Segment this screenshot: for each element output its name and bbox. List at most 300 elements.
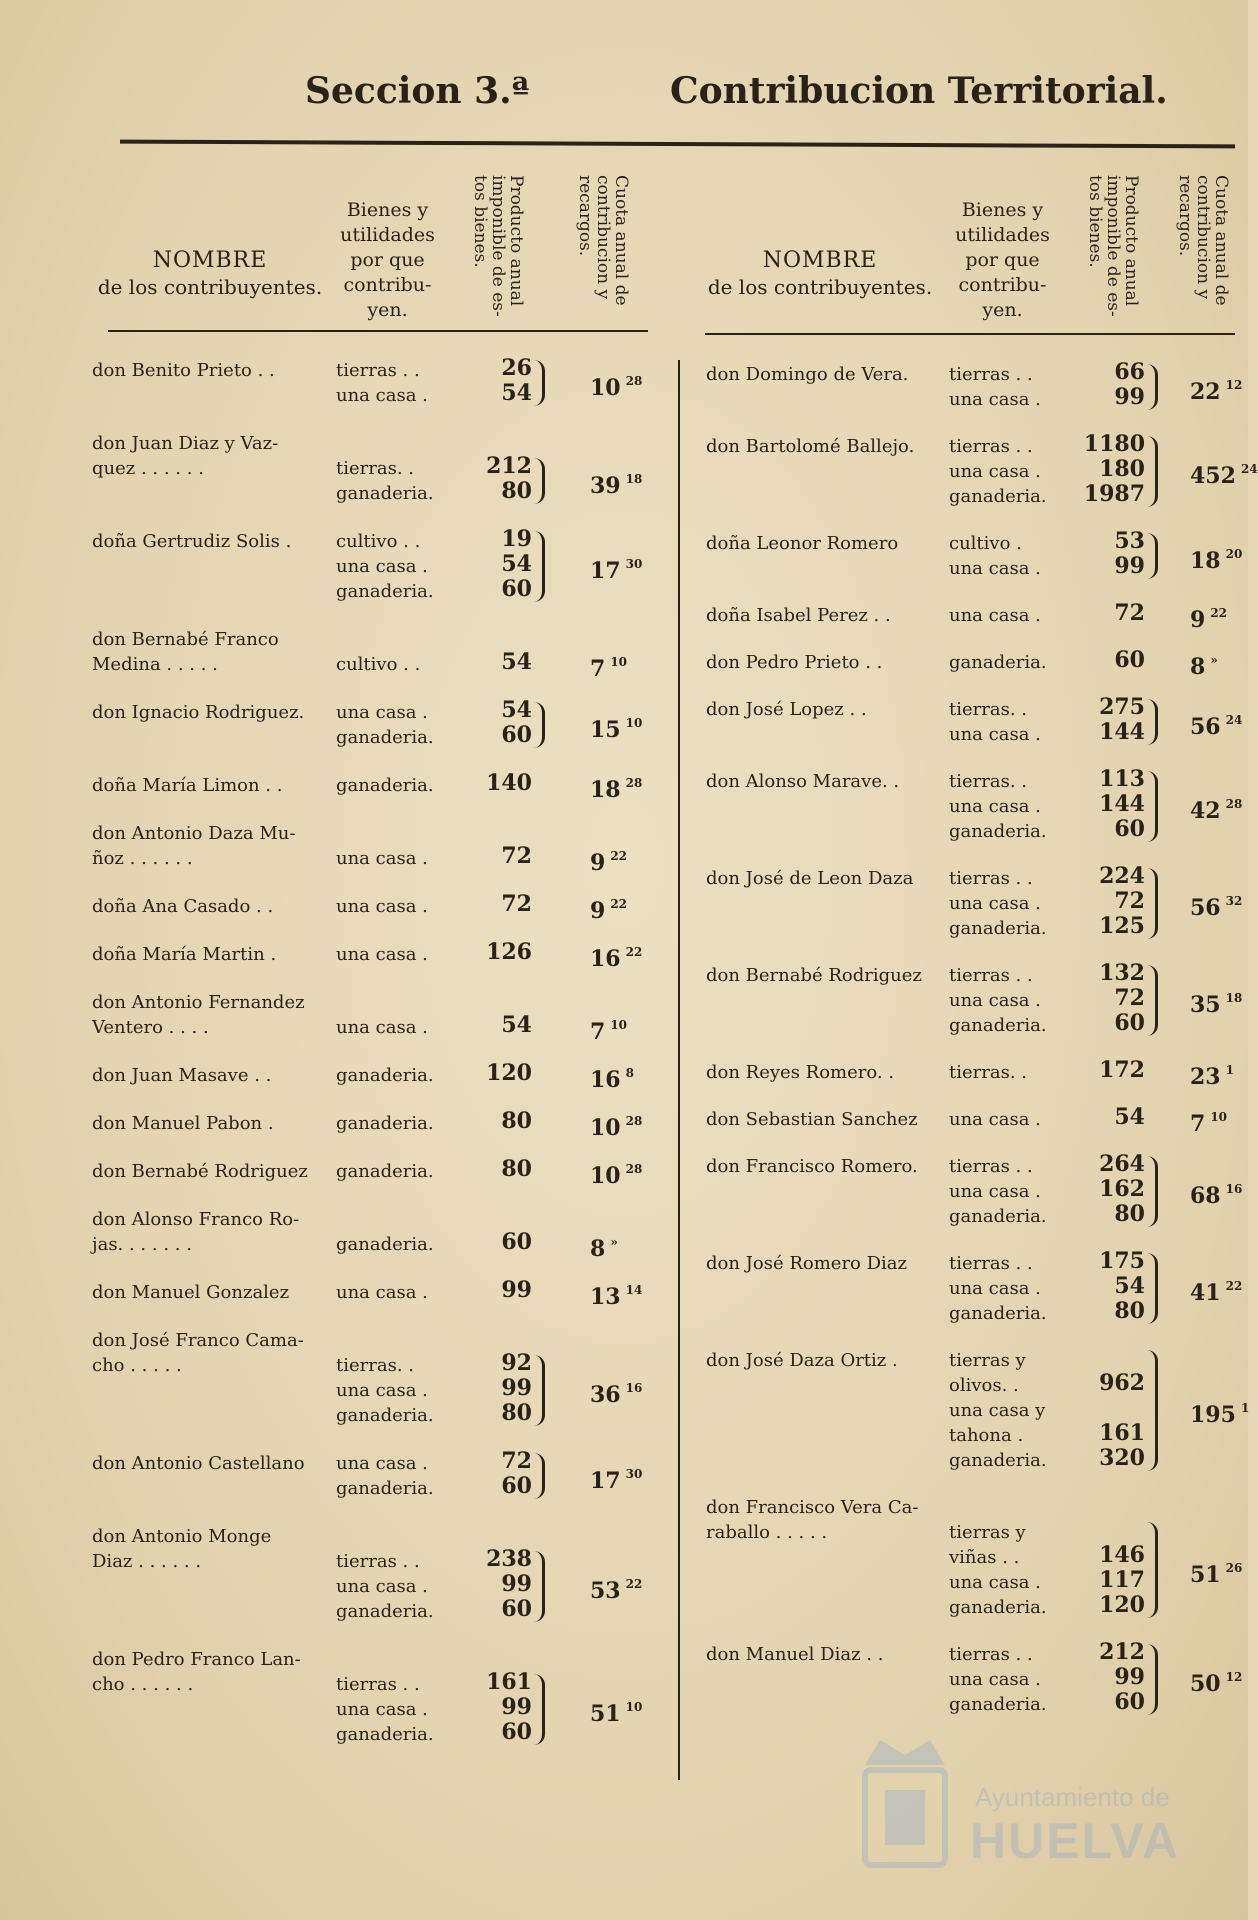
bienes-header-line: yen. [982, 299, 1023, 321]
grouping-brace [1147, 699, 1158, 745]
quota-value [1190, 1105, 1227, 1137]
quota-fraction: 16 [1225, 1182, 1243, 1196]
contributor-name: don José Lopez . . [706, 699, 867, 720]
contributor-name: don José Daza Ortiz . [706, 1350, 898, 1371]
quota-fraction: 30 [625, 557, 643, 571]
nombre-header-word: NOMBRE [152, 248, 268, 273]
annual-product-value: 54 [501, 649, 532, 675]
property-item: una casa . [949, 1669, 1041, 1690]
quota-main: 7 [590, 656, 606, 682]
contributor-name: don Alonso Franco Ro- [92, 1209, 300, 1230]
annual-product-value: 161 [486, 1669, 532, 1695]
property-item: tierras . . [949, 1644, 1033, 1665]
crown-shield-icon [850, 1720, 960, 1870]
quota-main: 56 [1190, 713, 1221, 740]
property-item: ganaderia. [336, 1234, 434, 1255]
quota-fraction: 1 [1225, 1063, 1234, 1077]
bienes-header-left [335, 198, 440, 368]
property-item: ganaderia. [336, 727, 434, 748]
annual-product-value: 92 [501, 1350, 532, 1376]
annual-product-value: 72 [1114, 600, 1145, 626]
quota-fraction: 12 [1225, 1670, 1243, 1684]
property-item: olivos. . [949, 1375, 1019, 1396]
producto-header-right: Producto anual imponible de es- tos bienes. [1085, 175, 1141, 317]
property-item: ganaderia. [336, 1724, 434, 1745]
annual-product-value: 54 [501, 380, 532, 406]
annual-product-value: 80 [1114, 1298, 1145, 1324]
seal-line-1: Ayuntamiento de [975, 1782, 1170, 1812]
annual-product-value: 140 [486, 770, 532, 796]
annual-product-value: 126 [486, 939, 532, 965]
property-item: una casa . [949, 389, 1041, 410]
property-item: ganaderia. [336, 1161, 434, 1182]
property-item: tierras. . [336, 458, 414, 479]
quota-main: 41 [1190, 1280, 1221, 1306]
quota-main: 10 [590, 1163, 621, 1189]
grouping-brace [1147, 364, 1158, 410]
quota-fraction: 10 [610, 1018, 628, 1032]
annual-product-value: 962 [1099, 1370, 1145, 1396]
annual-product-value: 60 [501, 1719, 532, 1745]
property-item: una casa . [336, 1453, 428, 1474]
property-item: ganaderia. [949, 1206, 1047, 1227]
quota-main: 17 [590, 558, 621, 584]
contributor-name: don Antonio Monge [92, 1526, 272, 1547]
quota-main: 7 [590, 1019, 606, 1045]
property-item: una casa . [949, 1278, 1041, 1299]
annual-product-value: 224 [1099, 863, 1145, 889]
property-item: una casa . [336, 1699, 428, 1720]
annual-product-value: 146 [1099, 1542, 1145, 1568]
quota-fraction: 22 [610, 849, 628, 863]
annual-product-value: 53 [1114, 528, 1145, 554]
property-item: una casa . [336, 1380, 428, 1401]
contributor-name: don Sebastian Sanchez [706, 1109, 918, 1130]
annual-product-value: 80 [501, 1400, 532, 1426]
annual-product-value: 80 [501, 1156, 532, 1182]
property-item: ganaderia. [949, 1303, 1047, 1324]
contributor-name: don Manuel Gonzalez [92, 1282, 290, 1303]
bienes-header-right [950, 198, 1055, 368]
quota-fraction: 10 [610, 655, 628, 669]
quota-main: 10 [590, 1115, 621, 1141]
annual-product-value: 54 [1114, 1273, 1145, 1299]
property-item: una casa . [336, 1282, 428, 1303]
annual-product-value: 54 [501, 1012, 532, 1038]
property-item: tierras . . [336, 1551, 420, 1572]
contributor-name: don Juan Diaz y Vaz- [92, 433, 279, 454]
annual-product-value: 72 [1114, 985, 1145, 1011]
annual-product-value: 212 [486, 453, 532, 479]
contributor-entry [0, 1151, 1248, 1229]
quota-fraction: 28 [625, 373, 643, 388]
quota-fraction: 22 [1210, 606, 1228, 620]
contributor-name: doña Isabel Perez . . [706, 605, 891, 626]
property-item: ganaderia. [336, 1601, 434, 1622]
quota-fraction: 20 [1225, 546, 1243, 561]
property-item: tierras . . [949, 868, 1033, 889]
contributor-entry [0, 1348, 1248, 1473]
grouping-brace [1147, 965, 1158, 1036]
quota-fraction: 10 [625, 1700, 643, 1714]
annual-product-value: 60 [501, 576, 532, 602]
contributor-name: don Pedro Franco Lan- [92, 1649, 301, 1670]
contributor-entry [0, 431, 1258, 509]
contributor-name: jas. . . . . . . [92, 1234, 192, 1255]
property-item: una casa . [336, 385, 428, 406]
property-item: una casa . [949, 461, 1041, 482]
property-item: una casa . [949, 990, 1041, 1011]
property-item: ganaderia. [949, 821, 1047, 842]
annual-product-value: 238 [486, 1546, 532, 1572]
annual-product-value: 120 [1099, 1592, 1145, 1618]
annual-product-value: 264 [1099, 1151, 1145, 1177]
quota-fraction: 24 [1225, 712, 1243, 727]
quota-main: 56 [1190, 895, 1221, 921]
quota-main: 195 [1190, 1402, 1236, 1428]
annual-product-value: 54 [501, 551, 532, 577]
contributor-name: doña Ana Casado . . [92, 896, 274, 917]
property-item: tierras . . [949, 965, 1033, 986]
quota-fraction: 12 [1225, 377, 1243, 392]
quota-fraction: 30 [625, 1466, 643, 1481]
grouping-brace [1147, 1253, 1158, 1324]
quota-main: 18 [1190, 547, 1221, 574]
contributor-name: doña María Limon . . [92, 775, 283, 796]
quota-fraction: 18 [625, 471, 643, 486]
grouping-brace [1147, 1644, 1158, 1715]
annual-product-value: 99 [501, 1571, 532, 1597]
annual-product-value: 1180 [1083, 431, 1145, 457]
quota-fraction: 28 [1225, 797, 1243, 811]
quota-main: 35 [1190, 992, 1221, 1018]
annual-product-value: 113 [1099, 766, 1145, 792]
quota-value [1190, 648, 1218, 680]
bienes-header-line: contribu- [343, 274, 432, 296]
contributor-entry [0, 647, 1248, 680]
contributor-name: don Manuel Pabon . [92, 1113, 274, 1134]
contributor-entry [0, 1495, 1248, 1620]
contributor-name: don Ignacio Rodriguez. [92, 702, 305, 723]
quota-value [1190, 1177, 1242, 1209]
annual-product-value: 125 [1099, 913, 1145, 939]
annual-product-value: 161 [1099, 1420, 1145, 1446]
property-item: una casa y [949, 1400, 1046, 1421]
annual-product-value: 99 [1114, 553, 1145, 579]
annual-product-value: 19 [501, 526, 532, 552]
contributor-name: don Bernabé Rodriguez [92, 1161, 308, 1182]
quota-main: 51 [1190, 1561, 1221, 1588]
property-item: una casa . [949, 605, 1041, 626]
annual-product-value: 60 [1114, 1010, 1145, 1036]
property-item: viñas . . [949, 1547, 1020, 1568]
annual-product-value: 144 [1099, 719, 1145, 745]
contributor-entry [0, 1104, 1248, 1137]
quota-main: 9 [590, 850, 606, 876]
contributor-entry [0, 1639, 1248, 1717]
quota-fraction: 28 [625, 776, 643, 790]
quota-value [1190, 986, 1242, 1018]
contributor-entry [0, 863, 1248, 941]
quota-main: 50 [1190, 1671, 1221, 1697]
bienes-header-line: utilidades [955, 224, 1050, 246]
contributor-name: don Antonio Fernandez [92, 992, 305, 1013]
annual-product-value: 175 [1099, 1248, 1145, 1274]
quota-fraction: 22 [625, 1577, 643, 1591]
quota-fraction: » [1210, 653, 1218, 667]
quota-value [1190, 1396, 1249, 1428]
property-item: ganaderia. [949, 652, 1047, 673]
header-rule-left [108, 330, 648, 332]
quota-fraction: 18 [1225, 991, 1243, 1005]
contributor-name: ñoz . . . . . . [92, 848, 193, 869]
archive-watermark [850, 1720, 1180, 1880]
property-item: ganaderia. [336, 1113, 434, 1134]
grouping-brace [1147, 1522, 1158, 1618]
cuota-header-left: Cuota anual de contribucion y recargos. [575, 175, 631, 306]
quota-fraction: 32 [1225, 894, 1243, 908]
contributor-name: don Domingo de Vera. [706, 364, 909, 385]
contributor-name: cho . . . . . [92, 1355, 182, 1376]
property-item: una casa . [949, 558, 1041, 579]
property-item: tierras. . [949, 771, 1027, 792]
property-item: ganaderia. [949, 918, 1047, 939]
quota-fraction: » [610, 1235, 618, 1249]
contributor-name: don José Romero Diaz [706, 1253, 908, 1274]
quota-value [1190, 792, 1242, 824]
property-item: una casa . [336, 896, 428, 917]
property-item: una casa . [336, 848, 428, 869]
annual-product-value: 99 [1114, 384, 1145, 410]
annual-product-value: 60 [501, 1596, 532, 1622]
quota-main: 7 [1190, 1111, 1206, 1137]
contributor-name: don Bernabé Franco [92, 629, 279, 650]
annual-product-value: 66 [1114, 359, 1145, 385]
contributor-entry [0, 694, 1248, 747]
quota-fraction: 8 [625, 1066, 634, 1080]
annual-product-value: 80 [501, 478, 532, 504]
contributor-name: doña Gertrudiz Solis . [92, 531, 292, 552]
quota-value [1190, 1274, 1242, 1306]
quota-main: 8 [590, 1236, 606, 1262]
contributor-name: don Francisco Romero. [706, 1156, 918, 1177]
contributor-name: don Juan Masave . . [92, 1065, 272, 1086]
annual-product-value: 72 [501, 1448, 532, 1474]
grouping-brace [1147, 436, 1158, 507]
quota-main: 16 [590, 1067, 621, 1093]
annual-product-value: 99 [1114, 1664, 1145, 1690]
annual-product-value: 72 [501, 843, 532, 869]
property-item: tierras. . [949, 1062, 1027, 1083]
annual-product-value: 72 [501, 891, 532, 917]
grouping-brace [1147, 868, 1158, 939]
quota-fraction: 26 [1225, 1560, 1243, 1575]
bienes-header-line: por que [350, 249, 425, 271]
contributor-name: don Antonio Castellano [92, 1453, 305, 1474]
contributor-entry [0, 359, 1248, 412]
property-item: tierras . . [949, 436, 1033, 457]
bienes-header-line: Bienes y [961, 199, 1044, 221]
property-item: tierras . . [949, 364, 1033, 385]
contributor-name: Ventero . . . . [92, 1017, 209, 1038]
property-item: tierras . . [336, 360, 420, 381]
grouping-brace [1147, 533, 1158, 579]
quota-main: 36 [590, 1382, 621, 1408]
annual-product-value: 60 [501, 1473, 532, 1499]
quota-main: 17 [590, 1467, 621, 1494]
contributor-name: doña Leonor Romero [706, 533, 899, 554]
annual-product-value: 132 [1099, 960, 1145, 986]
contributor-name: Medina . . . . . [92, 654, 218, 675]
contributor-name: don Alonso Marave. . [706, 771, 900, 792]
contributor-name: don José Franco Cama- [92, 1330, 304, 1351]
property-item: cultivo . . [336, 531, 421, 552]
annual-product-value: 80 [501, 1108, 532, 1134]
quota-main: 68 [1190, 1183, 1221, 1209]
bienes-header-line: Bienes y [346, 199, 429, 221]
property-item: ganaderia. [336, 1065, 434, 1086]
property-item: una casa . [336, 702, 428, 723]
property-item: una casa . [949, 1109, 1041, 1130]
producto-header-left: Producto anual imponible de es- tos bienes. [470, 175, 526, 317]
annual-product-value: 99 [501, 1694, 532, 1720]
bienes-header-line: utilidades [340, 224, 435, 246]
quota-main: 51 [590, 1701, 621, 1727]
property-item: ganaderia. [949, 1015, 1047, 1036]
contributor-entry [0, 1248, 1248, 1326]
annual-product-value: 172 [1099, 1057, 1145, 1083]
annual-product-value: 80 [1114, 1201, 1145, 1227]
annual-product-value: 60 [501, 722, 532, 748]
annual-product-value: 212 [1099, 1639, 1145, 1665]
property-item: ganaderia. [949, 1597, 1047, 1618]
quota-value [1190, 601, 1227, 633]
grouping-brace [1147, 1156, 1158, 1227]
quota-fraction: 22 [625, 945, 643, 959]
contributor-name: don Antonio Daza Mu- [92, 823, 296, 844]
property-item: tierras . . [949, 1253, 1033, 1274]
annual-product-value: 60 [1114, 647, 1145, 673]
nombre-header-sub: de los contribuyentes. [707, 275, 933, 299]
quota-main: 9 [1190, 607, 1206, 633]
annual-product-value: 60 [1114, 1689, 1145, 1715]
annual-product-value: 120 [486, 1060, 532, 1086]
property-item: una casa . [949, 1572, 1041, 1593]
contributor-name: don Benito Prieto . . [92, 360, 275, 381]
property-item: ganaderia. [949, 1694, 1047, 1715]
annual-product-value: 72 [1114, 888, 1145, 914]
annual-product-value: 54 [1114, 1104, 1145, 1130]
bienes-header-line: yen. [367, 299, 408, 321]
quota-main: 452 [1190, 463, 1236, 489]
contributor-name: raballo . . . . . [706, 1522, 828, 1543]
nombre-header-sub: de los contribuyentes. [97, 275, 323, 299]
quota-fraction: 28 [625, 1162, 643, 1176]
annual-product-value: 275 [1099, 694, 1145, 720]
grouping-brace [1147, 1350, 1158, 1471]
quota-value [1190, 542, 1242, 574]
annual-product-value: 60 [1114, 816, 1145, 842]
quota-main: 53 [590, 1578, 621, 1604]
contributor-name: don Bartolomé Ballejo. [706, 436, 915, 457]
property-item: una casa . [336, 1017, 428, 1038]
grouping-brace [1147, 771, 1158, 842]
property-item: ganaderia. [336, 775, 434, 796]
contributor-entry [0, 960, 1248, 1038]
nombre-header-word: NOMBRE [762, 248, 878, 273]
quota-value [1190, 373, 1242, 405]
annual-product-value: 99 [501, 1375, 532, 1401]
property-item: una casa . [949, 893, 1041, 914]
property-item: una casa . [949, 1181, 1041, 1202]
contributor-name: don José de Leon Daza [706, 868, 914, 889]
annual-product-value: 26 [501, 355, 532, 381]
property-item: ganaderia. [949, 486, 1047, 507]
cuota-header-right: Cuota anual de contribucion y recargos. [1175, 175, 1231, 306]
seal-line-2: HUELVA [970, 1813, 1181, 1869]
contributor-name: Diaz . . . . . . [92, 1551, 202, 1572]
quota-fraction: 10 [625, 715, 643, 730]
page-title: Contribucion Territorial. [670, 70, 1168, 112]
contributor-entry [0, 1057, 1248, 1090]
contributor-entry [0, 600, 1248, 633]
property-item: tierras y [949, 1522, 1026, 1543]
quota-main: 39 [590, 472, 621, 499]
annual-product-value: 99 [501, 1277, 532, 1303]
header-rule-right [705, 333, 1235, 335]
contributor-name: cho . . . . . . [92, 1674, 194, 1695]
quota-fraction: 16 [625, 1381, 643, 1395]
bienes-header-line: contribu- [958, 274, 1047, 296]
quota-fraction: 22 [610, 897, 628, 911]
quota-value [1190, 708, 1242, 740]
property-item: tierras. . [336, 1355, 414, 1376]
annual-product-value: 144 [1099, 791, 1145, 817]
quota-fraction: 24 [1240, 462, 1258, 476]
quota-main: 18 [590, 777, 621, 803]
quota-main: 10 [590, 374, 621, 401]
annual-product-value: 60 [501, 1229, 532, 1255]
quota-fraction: 14 [625, 1283, 643, 1297]
annual-product-value: 1987 [1083, 481, 1145, 507]
annual-product-value: 117 [1099, 1567, 1145, 1593]
contributor-name: quez . . . . . . [92, 458, 204, 479]
contributor-entry [0, 766, 1248, 844]
annual-product-value: 162 [1099, 1176, 1145, 1202]
quota-main: 8 [1190, 654, 1206, 680]
annual-product-value: 180 [1099, 456, 1145, 482]
contributor-entry [0, 528, 1248, 581]
section-heading: Seccion 3.ª [305, 70, 530, 112]
property-item: tahona . [949, 1425, 1024, 1446]
property-item: tierras. . [949, 699, 1027, 720]
quota-fraction: 28 [625, 1114, 643, 1128]
property-item: una casa . [949, 724, 1041, 745]
quota-main: 22 [1190, 378, 1221, 405]
contributor-name: don Francisco Vera Ca- [706, 1497, 919, 1518]
quota-fraction: 22 [1225, 1279, 1243, 1293]
bienes-header-line: por que [965, 249, 1040, 271]
property-item: tierras . . [336, 1674, 420, 1695]
property-item: ganaderia. [949, 1450, 1047, 1471]
quota-value [1190, 457, 1258, 489]
property-item: ganaderia. [336, 1405, 434, 1426]
property-item: cultivo . . [336, 654, 421, 675]
property-item: ganaderia. [336, 483, 434, 504]
property-item: una casa . [336, 944, 428, 965]
quota-main: 23 [1190, 1064, 1221, 1090]
quota-main: 9 [590, 898, 606, 924]
